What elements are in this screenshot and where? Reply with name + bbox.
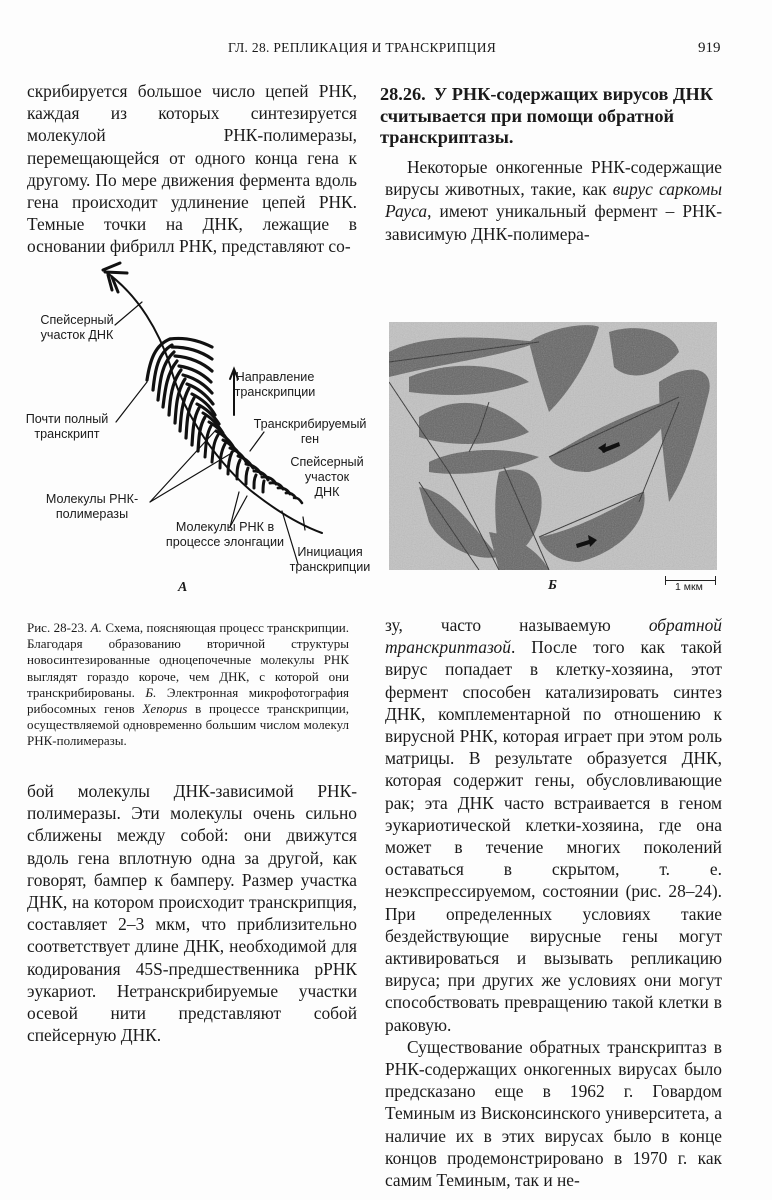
label-transcribed-gene: Транскрибируемый ген	[253, 417, 367, 446]
paragraph: скрибируется большое число цепей РНК, каждая из которых синтезируется молекулой РНК-полимеразы, перемещающейся от одного конца гена к другому. По мере движения фермента вдоль гена происходит удлинение цепей РНК. Темные точки на ДНК, лежащие в основании фибрилл РНК, представляют со-	[27, 81, 357, 257]
figure-number: Рис. 28-23.	[27, 620, 88, 635]
scale-bar	[665, 576, 717, 592]
italic-term: обратной транскриптазой	[385, 615, 722, 658]
right-column-top	[385, 156, 722, 245]
left-column-top	[27, 80, 357, 258]
panel-letter-a: А	[178, 580, 188, 595]
paragraph: бой молекулы ДНК-зависимой РНК-полимеразы. Эти молекулы очень сильно сближены между собой: они движутся вдоль гена вплотную одна за другой, как говорят, бампер к бамперу. Размер участка ДНК, на котором происходит транскрипция, составляет 2–3 мкм, что приблизительно соответствует длине ДНК, необходимой для кодирования 45S-предшественника рРНК эукариот. Нетранскрибируемые участки осевой нити представляют собой спейсерную ДНК.	[27, 781, 357, 1046]
figure-caption: Рис. 28-23. А. Схема, поясняющая процесс транскрипции. Благодаря образованию вторичной структуры новосинтезированные одноцепочечные молекулы РНК выглядят гораздо короче, чем ДНК, с которой они транскрибированы. Б. Электронная микрофотография рибосомных генов Xenopus в процессе транскрипции, осуществляемой одновременно большим числом молекул РНК-полимеразы.	[27, 620, 350, 749]
section-number: 28.26.	[380, 84, 426, 104]
micrograph-image	[389, 322, 717, 570]
label-spacer-dna-top: Спейсерный участок ДНК	[40, 313, 114, 342]
panel-letter-b: Б	[548, 578, 557, 593]
label-rna-polymerase-molecules: Молекулы РНК- полимеразы	[45, 492, 139, 521]
label-elongating-rna: Молекулы РНК в процессе элонгации	[165, 520, 285, 549]
label-transcription-initiation: Инициация транскрипции	[289, 545, 371, 574]
italic-term: вирус саркомы Рауса	[385, 179, 722, 222]
label-spacer-dna-bottom: Спейсерный участок ДНК	[290, 455, 364, 499]
section-heading	[380, 84, 722, 149]
paragraph: Некоторые онкогенные РНК-содержащие вирусы животных, такие, как вирус саркомы Рауса, имеют уникальный фермент – РНК-зависимую ДНК-полимера-	[385, 157, 722, 244]
figure-panel-a	[20, 255, 380, 600]
chapter-title: ГЛ. 28. РЕПЛИКАЦИЯ И ТРАНСКРИПЦИЯ	[228, 40, 497, 55]
paragraph: зу, часто называемую обратной транскриптазой. После того как такой вирус попадает в клетку-хозяина, этот фермент способен катализировать синтез ДНК, комплементарной по отношению к вирусной РНК, которая играет при этом роль матрицы. В результате образуется ДНК, которая содержит гены, обусловливающие рак; эта ДНК часто встраивается в геном эукариотической клетки-хозяина, где она может в течение многих поколений оставаться в скрытом, т. е. неэкспрессируемом, состоянии (рис. 28–24). При определенных условиях такие бездействующие вирусные гены могут активироваться и вызывать репликацию вируса; при других же условиях они могут способствовать превращению такой клетки в раковую.	[385, 615, 722, 1035]
electron-micrograph	[389, 322, 717, 570]
right-column-bottom	[385, 614, 722, 1191]
paragraph: Существование обратных транскриптаз в РНК-содержащих онкогенных вирусах было предсказано еще в 1962 г. Говардом Теминым из Висконсинского университета, а наличие их в этих вирусах было в конце концов продемонстрировано в 1970 г. как самим Теминым, так и не-	[385, 1036, 722, 1191]
running-head	[0, 40, 772, 60]
page-number: 919	[698, 40, 721, 56]
left-column-bottom	[27, 780, 357, 1046]
scale-bar-label: 1 мкм	[675, 581, 703, 593]
species-name: Xenopus	[142, 701, 188, 717]
label-near-complete-transcript: Почти полный транскрипт	[25, 412, 109, 441]
label-transcription-direction: Направление транскрипции	[234, 370, 316, 399]
section-title: У РНК-содержащих вирусов ДНК считывается при помощи обратной транскриптазы.	[380, 84, 713, 147]
